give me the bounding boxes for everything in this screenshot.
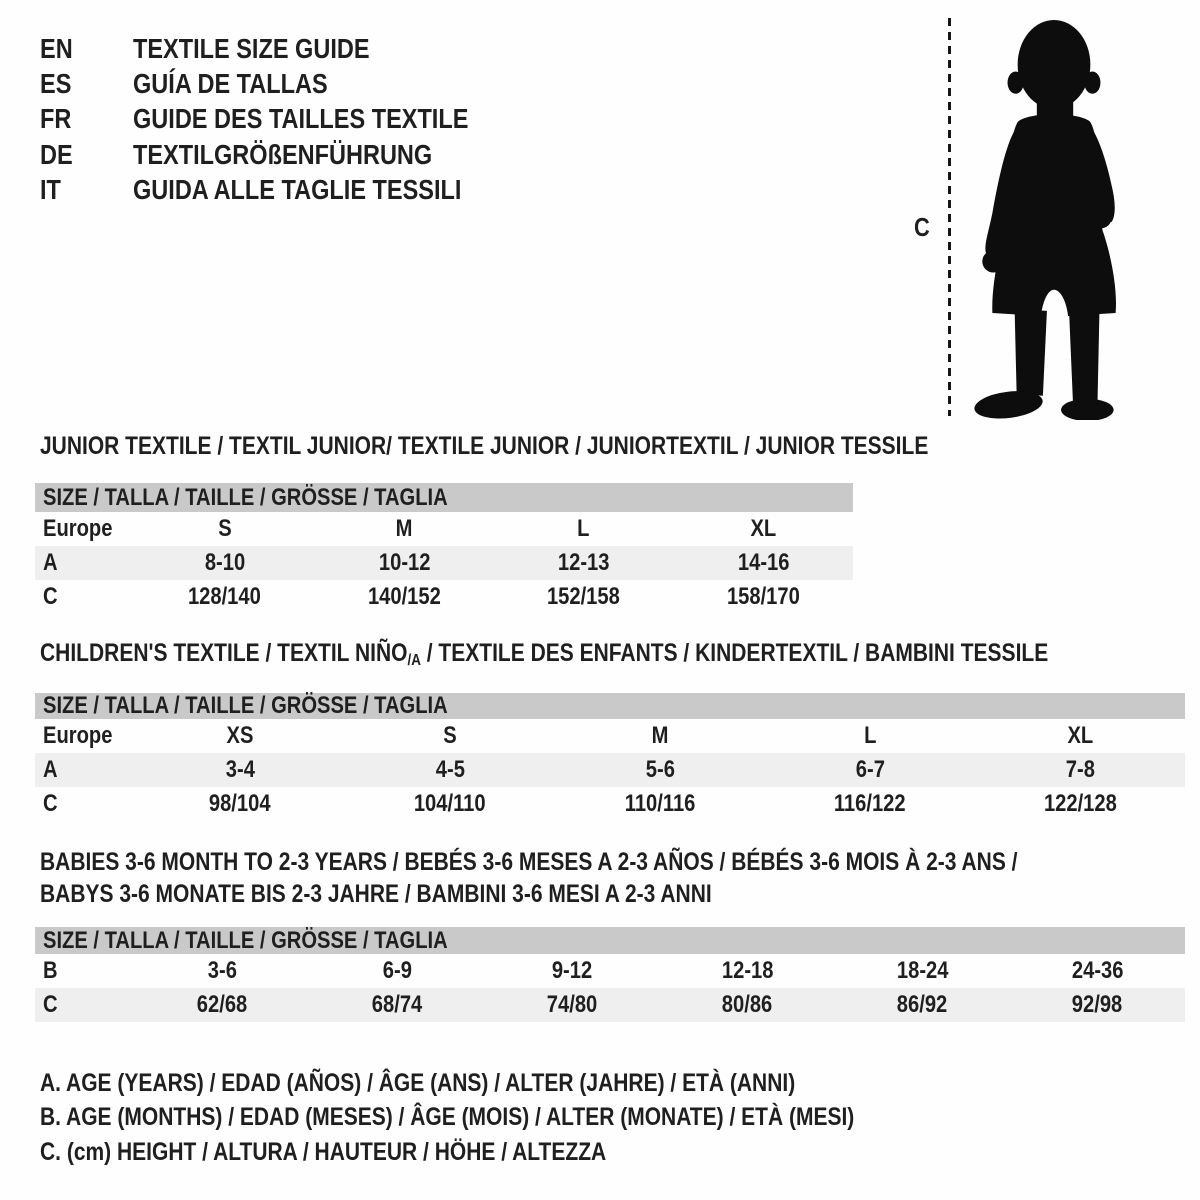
language-code: FR <box>40 103 72 135</box>
size-cell: 9-12 <box>552 957 593 984</box>
footnote-age-years: A. AGE (YEARS) / EDAD (AÑOS) / ÂGE (ANS) / ALTER (JAHRE) / ETÀ (ANNI) <box>40 1068 796 1097</box>
footnote-age-months: B. AGE (MONTHS) / EDAD (MESES) / ÂGE (MOIS) / ALTER (MONATE) / ETÀ (MESI) <box>40 1103 855 1132</box>
row-label: B <box>43 957 58 984</box>
guide-title-fr: GUIDE DES TAILLES TEXTILE <box>133 103 469 135</box>
row-label: C <box>43 991 58 1018</box>
size-cell: 7-8 <box>1065 756 1095 783</box>
size-cell: 6-7 <box>855 756 885 783</box>
size-header-label: SIZE / TALLA / TAILLE / GRÖSSE / TAGLIA <box>43 926 448 954</box>
babies-section-title-line1: BABIES 3-6 MONTH TO 2-3 YEARS / BEBÉS 3-6 MESES A 2-3 AÑOS / BÉBÉS 3-6 MOIS À 2-3 ANS / <box>40 848 1018 876</box>
guide-title-de: TEXTILGRÖßENFÜHRUNG <box>133 138 433 170</box>
size-cell: 80/86 <box>722 991 773 1018</box>
size-cell: 10-12 <box>378 549 431 576</box>
row-label: C <box>43 790 58 817</box>
size-cell: 110/116 <box>624 790 696 817</box>
babies-size-table <box>35 927 1185 1022</box>
size-cell: XL <box>750 515 777 542</box>
size-cell: 104/110 <box>414 790 486 817</box>
size-cell: 98/104 <box>209 790 271 817</box>
language-code: IT <box>40 174 61 206</box>
size-cell: 122/128 <box>1043 790 1117 817</box>
size-cell: 152/158 <box>547 583 621 610</box>
size-cell: 62/68 <box>197 991 248 1018</box>
size-cell: M <box>651 722 669 749</box>
table-row-height-cm <box>35 580 853 614</box>
size-cell: 158/170 <box>726 583 800 610</box>
size-header-row <box>35 927 1185 954</box>
nino-a-subscript: /A <box>407 652 421 669</box>
size-cell: M <box>395 515 413 542</box>
language-code: EN <box>40 32 73 64</box>
row-label: A <box>43 756 58 783</box>
language-row-es <box>40 66 532 101</box>
footnote-height-cm: C. (cm) HEIGHT / ALTURA / HAUTEUR / HÖHE / ALTEZZA <box>40 1137 607 1166</box>
table-row-height-cm <box>35 988 1185 1022</box>
size-cell: 6-9 <box>382 957 413 984</box>
size-header-label: SIZE / TALLA / TAILLE / GRÖSSE / TAGLIA <box>43 692 448 719</box>
size-cell: 140/152 <box>367 583 441 610</box>
size-cell: S <box>218 515 232 542</box>
guide-title-es: GUÍA DE TALLAS <box>133 68 328 100</box>
size-cell: 74/80 <box>547 991 598 1018</box>
size-header-row <box>35 693 1185 719</box>
row-label: A <box>43 549 58 576</box>
size-cell: 3-4 <box>225 756 255 783</box>
language-row-it <box>40 173 532 208</box>
size-cell: 8-10 <box>204 549 245 576</box>
row-label: Europe <box>43 515 113 542</box>
size-cell: L <box>863 722 877 749</box>
language-code: ES <box>40 68 72 100</box>
junior-size-table <box>35 483 853 614</box>
guide-title-en: TEXTILE SIZE GUIDE <box>133 32 370 64</box>
table-row-age-months <box>35 954 1185 988</box>
size-cell: 92/98 <box>1072 991 1123 1018</box>
size-header-label: SIZE / TALLA / TAILLE / GRÖSSE / TAGLIA <box>43 483 448 511</box>
table-row-europe <box>35 512 853 546</box>
size-cell: 5-6 <box>645 756 675 783</box>
table-row-age-years <box>35 753 1185 787</box>
table-row-age-years <box>35 546 853 580</box>
footnote-legend <box>40 1066 1009 1170</box>
toddler-silhouette-image <box>968 16 1140 420</box>
size-header-row <box>35 483 853 512</box>
table-row-europe <box>35 719 1185 753</box>
size-cell: L <box>577 515 590 542</box>
height-measure-label: C <box>914 212 930 242</box>
row-label: Europe <box>43 722 113 749</box>
size-cell: 18-24 <box>896 957 949 984</box>
language-row-fr <box>40 102 532 137</box>
children-size-table <box>35 693 1185 821</box>
table-row-height-cm <box>35 787 1185 821</box>
junior-section-title: JUNIOR TEXTILE / TEXTIL JUNIOR/ TEXTILE JUNIOR / JUNIORTEXTIL / JUNIOR TESSILE <box>40 432 929 460</box>
size-cell: XL <box>1067 722 1093 749</box>
size-cell: XS <box>226 722 254 749</box>
size-cell: 128/140 <box>188 583 262 610</box>
language-row-de <box>40 137 532 172</box>
size-cell: 68/74 <box>372 991 423 1018</box>
size-cell: 24-36 <box>1071 957 1124 984</box>
size-cell: 116/122 <box>834 790 906 817</box>
guide-title-it: GUIDA ALLE TAGLIE TESSILI <box>133 174 462 206</box>
size-cell: 4-5 <box>435 756 465 783</box>
size-cell: 12-13 <box>557 549 610 576</box>
size-cell: 12-18 <box>721 957 774 984</box>
language-title-list <box>40 31 532 208</box>
row-label: C <box>43 583 58 610</box>
language-code: DE <box>40 138 73 170</box>
size-cell: 3-6 <box>207 957 238 984</box>
children-section-title: CHILDREN'S TEXTILE / TEXTIL NIÑO/A / TEXTILE DES ENFANTS / KINDERTEXTIL / BAMBINI TESSILE <box>40 639 1049 669</box>
size-cell: S <box>443 722 457 749</box>
language-row-en <box>40 31 532 66</box>
size-cell: 14-16 <box>737 549 790 576</box>
height-dashed-line <box>948 18 951 416</box>
babies-section-title-line2: BABYS 3-6 MONATE BIS 2-3 JAHRE / BAMBINI 3-6 MESI A 2-3 ANNI <box>40 880 712 908</box>
size-cell: 86/92 <box>897 991 948 1018</box>
